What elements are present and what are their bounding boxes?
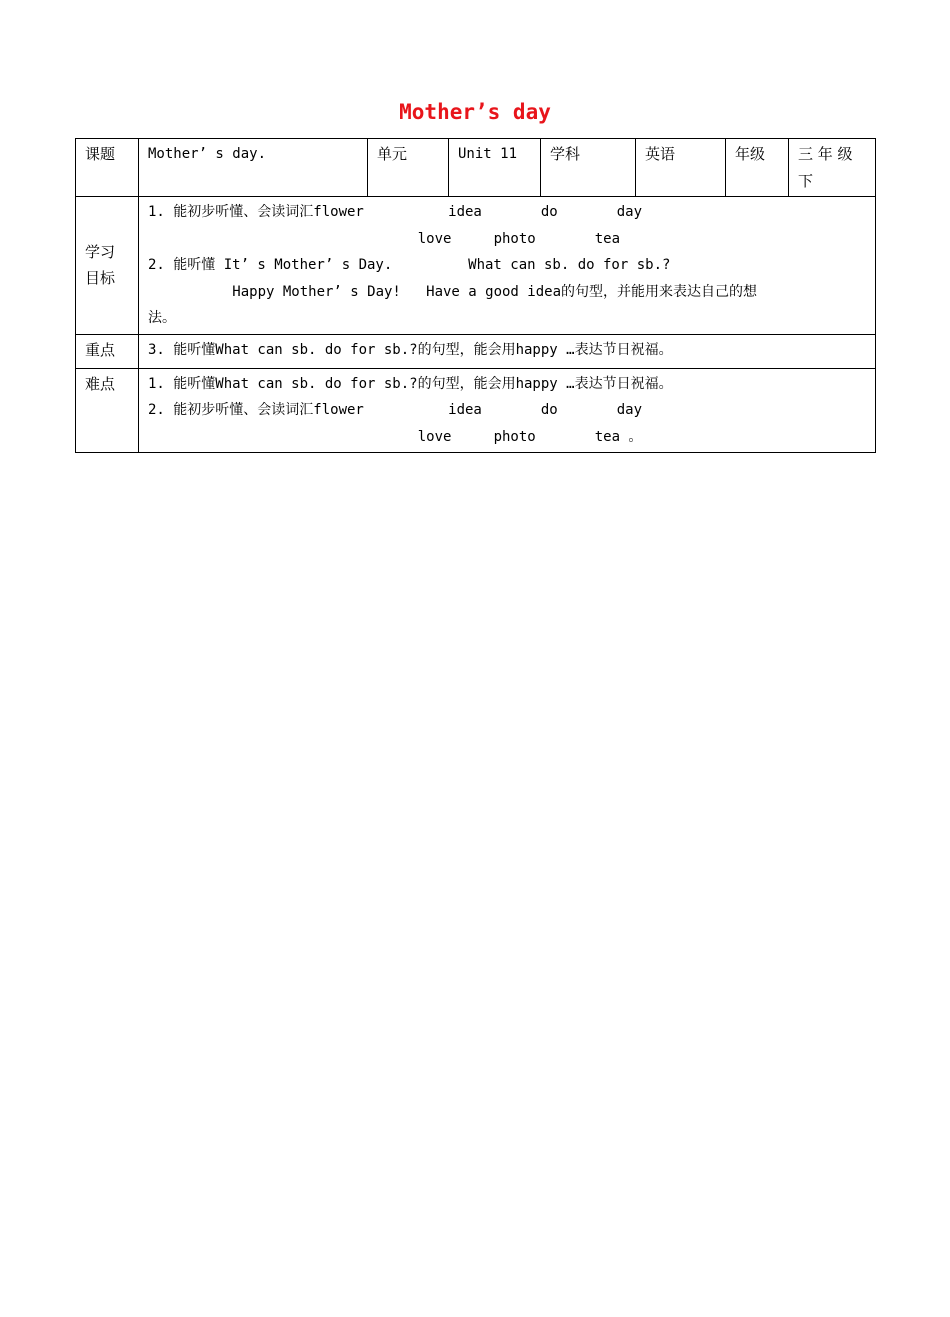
header-row	[76, 139, 876, 197]
subject-label: 学科	[541, 139, 636, 197]
unit-label: 单元	[368, 139, 449, 197]
subject-value: 英语	[636, 139, 726, 197]
goals-label	[76, 197, 139, 335]
grade-value-line-2: 下	[798, 171, 814, 190]
grade-value-line-1: 三 年 级	[798, 145, 853, 163]
key-points-label: 重点	[76, 334, 139, 368]
unit-value: Unit 11	[449, 139, 541, 197]
goals-content	[139, 197, 876, 335]
difficulties-label: 难点	[76, 368, 139, 453]
grade-value	[789, 139, 876, 197]
goals-line: 法。	[148, 310, 176, 326]
difficulties-line: 2. 能初步听懂、会读词汇flower idea do day	[148, 402, 643, 418]
key-points-line: 3. 能听懂What can sb. do for sb.?的句型，能会用happy …表达节日祝福。	[148, 341, 673, 358]
difficulties-line: 1. 能听懂What can sb. do for sb.?的句型，能会用happy …表达节日祝福。	[148, 375, 673, 392]
page-title: Mother’s day	[399, 100, 551, 124]
goals-line: 1. 能初步听懂、会读词汇flower idea do day	[148, 204, 643, 220]
lesson-plan-table	[75, 138, 876, 453]
goals-line: 2. 能听懂 It’ s Mother’ s Day. What can sb. do for sb.?	[148, 257, 671, 273]
difficulties-row	[76, 368, 876, 453]
key-points-row	[76, 334, 876, 368]
topic-value: Mother’ s day.	[139, 139, 368, 197]
topic-label: 课题	[76, 139, 139, 197]
key-points-content	[139, 334, 876, 368]
goals-row	[76, 197, 876, 335]
goals-label-line-2: 目标	[85, 269, 116, 288]
grade-label: 年级	[726, 139, 789, 197]
difficulties-line: love photo tea 。	[148, 428, 643, 445]
difficulties-content	[139, 368, 876, 453]
goals-label-line-1: 学习	[85, 242, 116, 261]
goals-line: Happy Mother’ s Day! Have a good idea的句型，并能用来表达自己的想	[148, 283, 758, 300]
goals-line: love photo tea	[148, 230, 621, 247]
